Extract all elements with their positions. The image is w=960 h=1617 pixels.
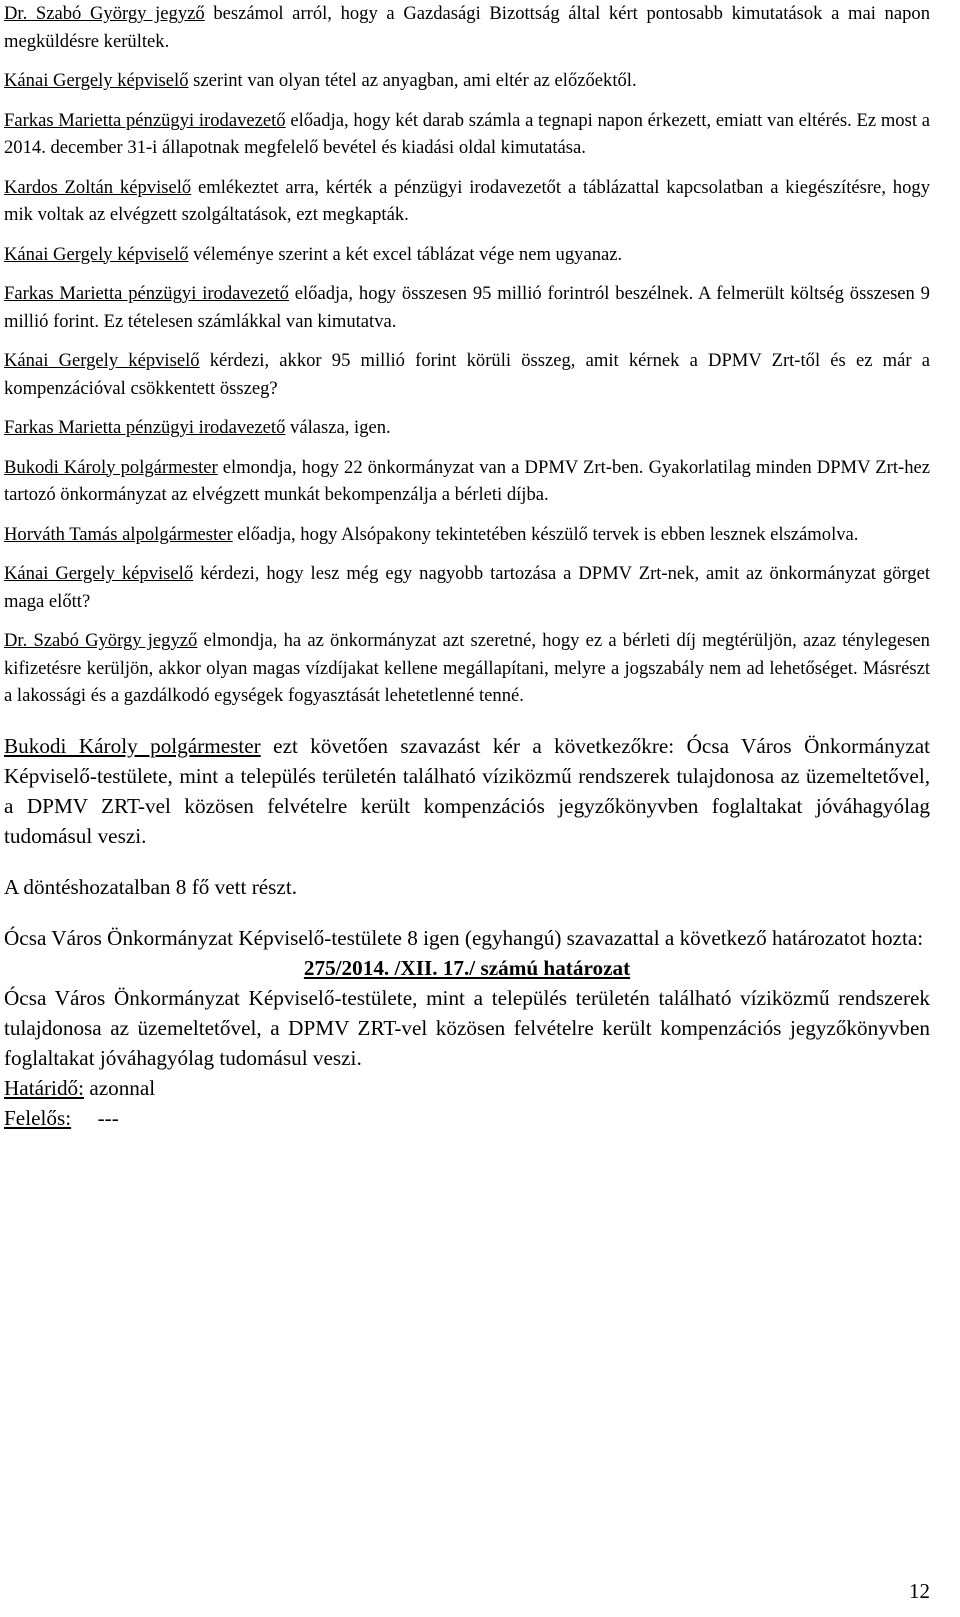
minutes-paragraph <box>4 627 930 710</box>
minutes-paragraph <box>4 280 930 335</box>
paragraph-text: előadja, hogy Alsópakony tekintetében készülő tervek is ebben lesznek elszámolva. <box>232 523 859 545</box>
paragraph-text: elmondja, ha az önkormányzat azt szeretné, hogy ez a bérleti díj megtérüljön, azaz ténylegesen kifizetésre kerüljön, akkor olyan magas vízdíjakat kellene megállapítani, melyre a jogszabály nem ad lehetőséget. Másrészt a lakossági és a gazdálkodó egységek fogyasztását lehetetlenné tenné. <box>4 630 930 706</box>
minutes-paragraph <box>4 414 930 442</box>
minutes-paragraph <box>4 521 930 549</box>
vote-request-paragraph <box>4 731 930 851</box>
resolution-body: Ócsa Város Önkormányzat Képviselő-testülete, mint a település területén található víziközmű rendszerek tulajdonosa az üzemeltetővel, a DPMV ZRT-vel közösen felvételre került kompenzációs jegyzőkönyvben foglaltakat jóváhagyólag tudomásul veszi. <box>4 985 930 1070</box>
speaker-name: Farkas Marietta pénzügyi irodavezető <box>4 417 286 438</box>
speaker-name: Farkas Marietta pénzügyi irodavezető <box>4 283 289 304</box>
minutes-paragraph <box>4 67 930 95</box>
speaker-name: Farkas Marietta pénzügyi irodavezető <box>4 109 286 131</box>
paragraph-text: előadja, hogy két darab számla a tegnapi napon érkezett, emiatt van eltérés. Ez most a 2014. december 31-i állapotnak megfelelő bevétel és kiadási oldal kimutatása. <box>4 109 930 158</box>
speaker-name: Kánai Gergely képviselő <box>4 70 189 91</box>
minutes-paragraph <box>4 107 930 162</box>
paragraph-text: kérdezi, hogy lesz még egy nagyobb tartozása a DPMV Zrt-nek, amit az önkormányzat görget maga előtt? <box>4 563 930 612</box>
speaker-name: Kánai Gergely képviselő <box>4 350 200 371</box>
paragraph-text: kérdezi, akkor 95 millió forint körüli összeg, amit kérnek a DPMV Zrt-től és ez már a kompenzációval csökkentett összeg? <box>4 350 930 399</box>
minutes-paragraph <box>4 454 930 509</box>
responsible-label: Felelős: <box>4 1105 72 1130</box>
paragraph-text: ezt követően szavazást kér a következőkre: Ócsa Város Önkormányzat Képviselő-testülete, mint a település területén található víziközmű rendszerek tulajdonosa az üzemeltetővel, a DPMV ZRT-vel közösen felvételre került kompenzációs jegyzőkönyvben foglaltakat jóváhagyólag tudomásul veszi. <box>4 733 930 848</box>
speaker-name: Bukodi Károly polgármester <box>4 456 218 478</box>
resolution-heading: 275/2014. /XII. 17./ számú határozat <box>303 955 631 980</box>
deadline-value: azonnal <box>84 1075 156 1100</box>
responsible-value: --- <box>71 1105 119 1130</box>
minutes-paragraph <box>4 347 930 402</box>
deadline-label: Határidő: <box>4 1075 85 1100</box>
speaker-name: Bukodi Károly polgármester <box>4 733 261 758</box>
paragraph-text: elmondja, hogy 22 önkormányzat van a DPMV Zrt-ben. Gyakorlatilag minden DPMV Zrt-hez tartozó önkormányzat az elvégzett munkát bekompenzálja a bérleti díjba. <box>4 456 931 505</box>
paragraph-text: beszámol arról, hogy a Gazdasági Bizottság által kért pontosabb kimutatások a mai napon megküldésre kerültek. <box>4 3 930 52</box>
speaker-name: Kánai Gergely képviselő <box>4 563 194 584</box>
paragraph-text: szerint van olyan tétel az anyagban, ami eltér az előzőektől. <box>188 70 637 91</box>
paragraph-text: emlékeztet arra, kérték a pénzügyi irodavezetőt a táblázattal kapcsolatban a kiegészítésre, hogy mik voltak az elvégzett szolgáltatások, ezt megkapták. <box>4 176 930 225</box>
minutes-paragraph <box>4 241 930 269</box>
minutes-paragraph <box>4 560 930 615</box>
minutes-paragraph <box>4 0 930 55</box>
participation-paragraph: A döntéshozatalban 8 fő vett részt. <box>4 874 298 899</box>
paragraph-text: előadja, hogy összesen 95 millió forintról beszélnek. A felmerült költség összesen 9 millió forint. Ez tételesen számlákkal van kimutatva. <box>4 283 930 332</box>
speaker-name: Horváth Tamás alpolgármester <box>4 523 233 545</box>
vote-result-paragraph: Ócsa Város Önkormányzat Képviselő-testülete 8 igen (egyhangú) szavazattal a következő határozatot hozta: <box>4 925 924 950</box>
paragraph-text: véleménye szerint a két excel táblázat vége nem ugyanaz. <box>188 243 623 265</box>
minutes-paragraph <box>4 174 930 229</box>
speaker-name: Dr. Szabó György jegyző <box>4 3 205 24</box>
document-page <box>4 0 930 1133</box>
speaker-name: Kánai Gergely képviselő <box>4 243 189 265</box>
speaker-name: Dr. Szabó György jegyző <box>4 630 198 651</box>
deadline-line <box>4 1073 930 1103</box>
speaker-name: Kardos Zoltán képviselő <box>4 176 192 198</box>
page-number: 12 <box>909 1579 930 1603</box>
paragraph-text: válasza, igen. <box>285 417 391 438</box>
responsible-line <box>4 1103 930 1133</box>
